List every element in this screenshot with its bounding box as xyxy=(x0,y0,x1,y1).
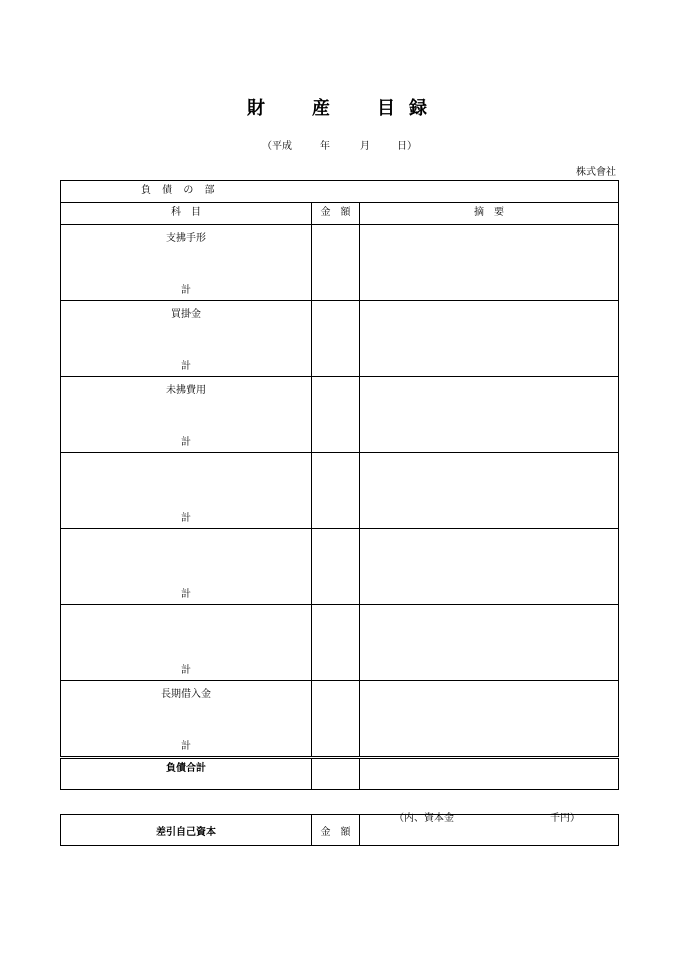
date-month: 月 xyxy=(360,141,370,152)
total-amount-cell[interactable] xyxy=(312,758,360,790)
equity-label: 差引自己資本 xyxy=(61,815,312,846)
subject-name: 支拂手形 xyxy=(166,233,206,244)
total-row xyxy=(61,758,619,790)
subject-cell xyxy=(61,453,312,529)
document-title xyxy=(0,94,680,118)
liability-group-row xyxy=(61,225,619,301)
amount-cell[interactable] xyxy=(312,377,360,453)
subject-name: 買掛金 xyxy=(171,309,201,320)
amount-cell[interactable] xyxy=(312,529,360,605)
capital-note-open: （内、資本金 xyxy=(394,813,454,824)
amount-cell[interactable] xyxy=(312,605,360,681)
subject-name: 長期借入金 xyxy=(161,689,211,700)
subject-cell xyxy=(61,681,312,758)
subject-cell xyxy=(61,377,312,453)
total-label: 負債合計 xyxy=(61,758,312,790)
remarks-cell[interactable] xyxy=(360,377,619,453)
title-char: 産 xyxy=(312,98,330,119)
subtotal-label: 計 xyxy=(181,437,191,448)
subtotal-label: 計 xyxy=(181,665,191,676)
header-subject: 科 目 xyxy=(61,203,312,225)
subject-cell xyxy=(61,529,312,605)
liability-group-row xyxy=(61,453,619,529)
liability-group-row xyxy=(61,681,619,758)
section-cell xyxy=(61,181,619,203)
liabilities-table xyxy=(60,180,619,790)
equity-note[interactable] xyxy=(360,815,619,846)
amount-cell[interactable] xyxy=(312,301,360,377)
subject-name: 未拂費用 xyxy=(166,385,206,396)
equity-row xyxy=(61,815,619,846)
header-amount: 金 額 xyxy=(312,203,360,225)
subtotal-label: 計 xyxy=(181,741,191,752)
title-char: 目 xyxy=(377,98,395,119)
date-day: 日） xyxy=(397,141,417,152)
date-era: （平成 xyxy=(262,141,292,152)
subject-cell xyxy=(61,605,312,681)
subtotal-label: 計 xyxy=(181,589,191,600)
header-remarks: 摘 要 xyxy=(360,203,619,225)
equity-amount-label: 金 額 xyxy=(312,815,360,846)
amount-cell[interactable] xyxy=(312,681,360,758)
remarks-cell[interactable] xyxy=(360,225,619,301)
equity-table xyxy=(60,814,619,846)
liability-group-row xyxy=(61,301,619,377)
liability-group-row xyxy=(61,377,619,453)
remarks-cell[interactable] xyxy=(360,453,619,529)
amount-cell[interactable] xyxy=(312,453,360,529)
remarks-cell[interactable] xyxy=(360,529,619,605)
subtotal-label: 計 xyxy=(181,285,191,296)
subtotal-label: 計 xyxy=(181,361,191,372)
total-remarks-cell[interactable] xyxy=(360,758,619,790)
amount-cell[interactable] xyxy=(312,225,360,301)
subtotal-label: 計 xyxy=(181,513,191,524)
company-name: 株式會社 xyxy=(576,167,616,178)
section-row xyxy=(61,181,619,203)
date-year: 年 xyxy=(320,141,330,152)
remarks-cell[interactable] xyxy=(360,301,619,377)
header-row xyxy=(61,203,619,225)
remarks-cell[interactable] xyxy=(360,605,619,681)
capital-note-unit: 千円） xyxy=(550,813,580,824)
title-char: 財 xyxy=(247,98,265,119)
liability-group-row xyxy=(61,529,619,605)
title-char: 録 xyxy=(409,98,427,119)
subject-cell xyxy=(61,225,312,301)
remarks-cell[interactable] xyxy=(360,681,619,758)
liability-group-row xyxy=(61,605,619,681)
section-label: 負 債 の 部 xyxy=(141,185,219,196)
subject-cell xyxy=(61,301,312,377)
